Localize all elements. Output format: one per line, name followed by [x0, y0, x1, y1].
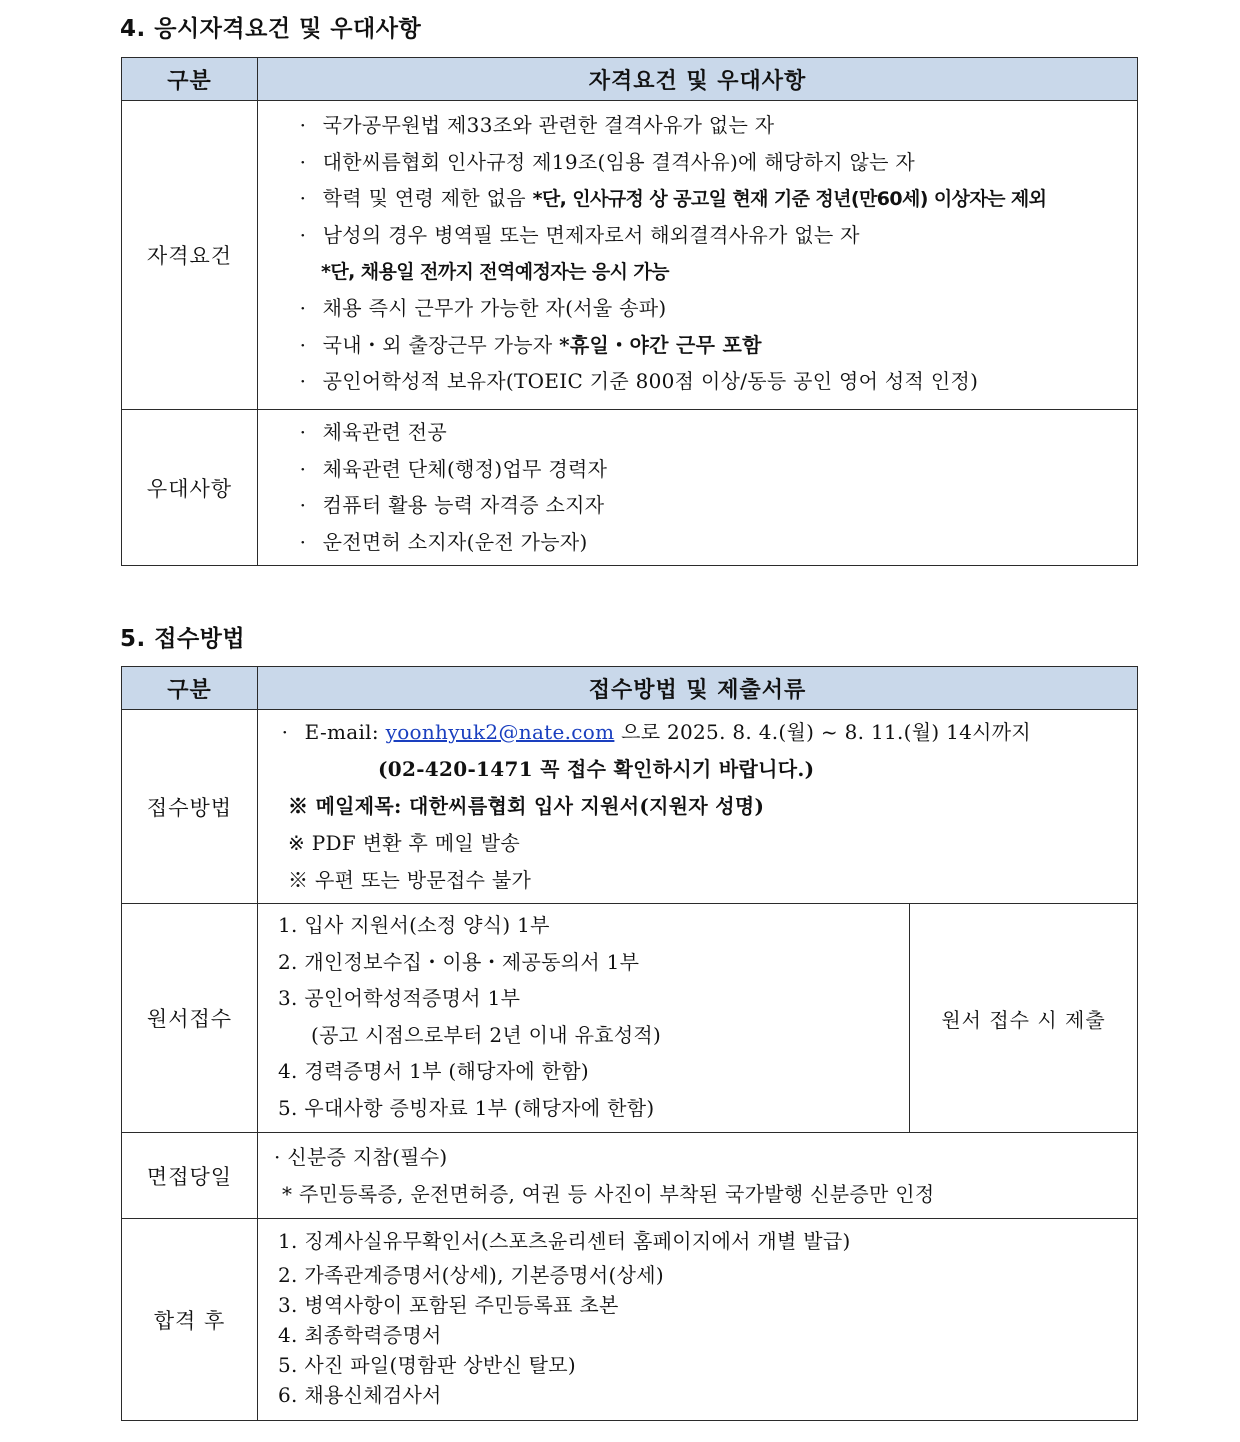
qualifications-content: [258, 101, 1138, 410]
after-pass-category: 합격 후: [122, 1219, 258, 1421]
document-item: 1. 입사 지원서(소정 양식) 1부: [278, 913, 550, 937]
preference-item: · 컴퓨터 활용 능력 자격증 소지자: [299, 493, 605, 517]
email-link[interactable]: yoonhyuk2@nate.com: [385, 720, 615, 744]
qualification-travel-note: *휴일・야간 근무 포함: [559, 332, 762, 357]
qualification-item: · 학력 및 연령 제한 없음 *단, 인사규정 상 공고일 현재 기준 정년(만60세) 이상자는 제외: [299, 186, 1047, 211]
header-category: 구분: [122, 667, 258, 710]
email-label: E-mail:: [304, 720, 379, 744]
method-content: [258, 710, 1138, 904]
qualification-military-note: *단, 채용일 전까지 전역예정자는 응시 가능: [321, 261, 669, 284]
interview-category: 면접당일: [122, 1133, 258, 1219]
after-pass-documents: [258, 1219, 1138, 1421]
document-item-note: (공고 시점으로부터 2년 이내 유효성적): [311, 1022, 662, 1047]
after-pass-item: 1. 징계사실유무확인서(스포츠윤리센터 홈페이지에서 개별 발급): [278, 1229, 851, 1253]
method-category: 접수방법: [122, 710, 258, 904]
phone-confirm-note: (02-420-1471 꼭 접수 확인하시기 바랍니다.): [378, 757, 815, 781]
section-4-title: 4. 응시자격요건 및 우대사항: [120, 16, 422, 42]
qualification-age-note: *단, 인사규정 상 공고일 현재 기준 정년(만60세) 이상자는 제외: [532, 188, 1047, 211]
qualification-item: · 공인어학성적 보유자(TOEIC 기준 800점 이상/동등 공인 영어 성적 인정): [299, 369, 979, 394]
mail-subject-note: ※ 메일제목: 대한씨름협회 입사 지원서(지원자 성명): [288, 794, 765, 818]
qualification-item: · 대한씨름협회 인사규정 제19조(임용 결격사유)에 해당하지 않는 자: [299, 149, 915, 174]
section-5-title: 5. 접수방법: [120, 626, 246, 652]
header-content: 접수방법 및 제출서류: [258, 667, 1138, 710]
interview-content: [258, 1133, 1138, 1219]
after-pass-item: 3. 병역사항이 포함된 주민등록표 초본: [278, 1293, 619, 1317]
qualification-table: [121, 57, 1138, 566]
interview-id-note: * 주민등록증, 운전면허증, 여권 등 사진이 부착된 국가발행 신분증만 인정: [282, 1181, 935, 1206]
header-category: 구분: [122, 58, 258, 101]
after-pass-item: 4. 최종학력증명서: [278, 1323, 442, 1347]
preferences-category: 우대사항: [122, 410, 258, 566]
header-content: 자격요건 및 우대사항: [258, 58, 1138, 101]
preferences-content: [258, 410, 1138, 566]
application-table: [121, 666, 1138, 1421]
deadline-text: 으로 2025. 8. 4.(월) ~ 8. 11.(월) 14시까지: [621, 720, 1032, 744]
qualification-item: · 국가공무원법 제33조와 관련한 결격사유가 없는 자: [299, 113, 775, 137]
preference-item: · 체육관련 전공: [299, 420, 448, 444]
qualification-item: · 채용 즉시 근무가 가능한 자(서울 송파): [299, 295, 667, 320]
document-item: 4. 경력증명서 1부 (해당자에 한함): [278, 1059, 589, 1084]
document-item: 2. 개인정보수집・이용・제공동의서 1부: [278, 949, 640, 974]
document-item: 5. 우대사항 증빙자료 1부 (해당자에 한함): [278, 1095, 655, 1120]
qualifications-category: 자격요건: [122, 101, 258, 410]
document-item: 3. 공인어학성적증명서 1부: [278, 986, 521, 1011]
application-category: 원서접수: [122, 904, 258, 1133]
after-pass-item: 5. 사진 파일(명함판 상반신 탈모): [278, 1353, 576, 1377]
preference-item: · 운전면허 소지자(운전 가능자): [299, 529, 588, 554]
preference-item: · 체육관련 단체(행정)업무 경력자: [299, 456, 608, 481]
method-email-line: · E-mail: yoonhyuk2@nate.com 으로 2025. 8. 4.(월) ~ 8. 11.(월) 14시까지: [281, 720, 1032, 744]
no-mail-note: ※ 우편 또는 방문접수 불가: [288, 868, 532, 892]
submit-with-application-note: 원서 접수 시 제출: [910, 904, 1138, 1133]
qualification-item: · 남성의 경우 병역필 또는 면제자로서 해외결격사유가 없는 자: [299, 222, 860, 247]
pdf-note: ※ PDF 변환 후 메일 발송: [288, 831, 520, 855]
after-pass-item: 2. 가족관계증명서(상세), 기본증명서(상세): [278, 1263, 664, 1287]
application-documents: [258, 904, 910, 1133]
qualification-item: · 국내・외 출장근무 가능자 *휴일・야간 근무 포함: [299, 332, 762, 357]
after-pass-item: 6. 채용신체검사서: [278, 1383, 442, 1407]
interview-item: · 신분증 지참(필수): [274, 1144, 448, 1169]
